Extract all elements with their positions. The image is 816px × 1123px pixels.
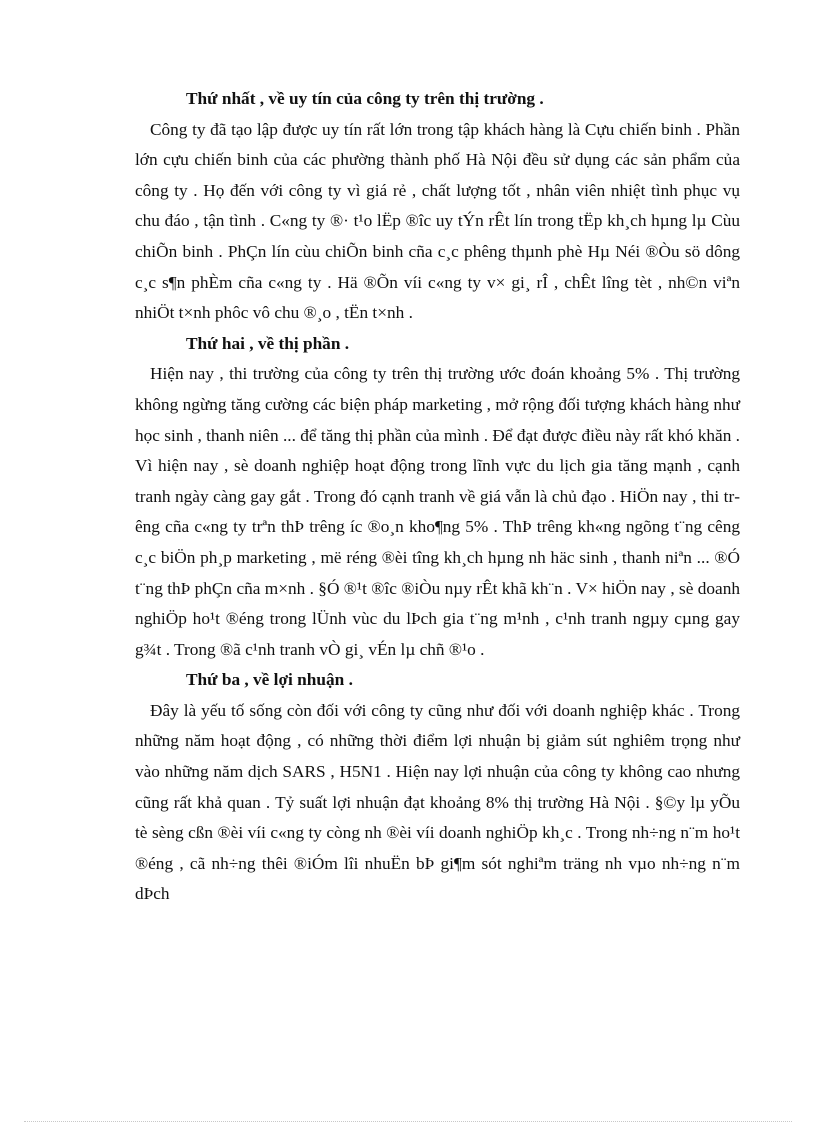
paragraph-profit: Đây là yếu tố sống còn đối với công ty cũng như đối với doanh nghiệp khác . Trong những năm hoạt động , có những thời điểm lợi nhuận bị giảm sút nghiêm trọng như vào những năm dịch SARS , H5N1 . Hiện nay lợi nhuận của công ty không cao nhưng cũng rất khả quan . Tỷ suất lợi nhuận đạt khoảng 8% thị trường Hà Nội . §©y lµ yÕu tè sèng cßn ®èi víi c«ng ty còng nh ®èi víi doanh nghiÖp kh¸c . Trong nh÷ng n¨m ho¹t ®éng , cã nh÷ng thêi ®iÓm lîi nhuËn bÞ gi¶m sót nghiªm träng nh vµo nh÷ng n¨m dÞch — [135, 700, 740, 904]
page-bottom-divider — [24, 1121, 792, 1122]
paragraph-reputation: Công ty đã tạo lập được uy tín rất lớn trong tập khách hàng là Cựu chiến binh . Phần lớn cựu chiến binh của các phường thành phố Hà Nội đều sử dụng các sản phẩm của công ty . Họ đến với công ty vì giá rẻ , chất lượng tốt , nhân viên nhiệt tình phục vụ chu đáo , tận tình . C«ng ty ®· t¹o lËp ®îc uy tÝn rÊt lín trong tËp kh¸ch hµng lµ Cùu chiÕn binh . PhÇn lín cùu chiÕn binh cña c¸c phêng thµnh phè Hµ Néi ®Òu sö dông c¸c s¶n phÈm cña c«ng ty . Hä ®Õn víi c«ng ty v× gi¸ rÎ , chÊt lîng tèt , nh©n viªn nhiÖt t×nh phôc vô chu ®¸o , tËn t×nh . — [135, 119, 740, 323]
paragraph-market-share: Hiện nay , thi trường của công ty trên thị trường ước đoán khoảng 5% . Thị trường không ngừng tăng cường các biện pháp marketing , mở rộng đối tượng khách hàng như học sinh , thanh niên ... để tăng thị phần của mình . Để đạt được điều này rất khó khăn . Vì hiện nay , sè doanh nghiệp hoạt động trong lĩnh vực du lịch gia tăng mạnh , cạnh tranh ngày càng gay gắt . Trong đó cạnh tranh về giá vẫn là chủ đạo . HiÖn nay , thi trêng cña c«ng ty trªn thÞ trêng íc ®o¸n kho¶ng 5% . ThÞ trêng kh«ng ngõng t¨ng cêng c¸c biÖn ph¸p marketing , më réng ®èi tîng kh¸ch hµng nh häc sinh , thanh niªn ... ®Ó t¨ng thÞ phÇn cña m×nh . §Ó ®¹t ®îc ®iÒu nµy rÊt khã kh¨n . V× hiÖn nay , sè doanh nghiÖp ho¹t ®éng trong lÜnh vùc du lÞch gia t¨ng m¹nh , c¹nh tranh ngµy cµng gay g¾t . Trong ®ã c¹nh tranh vÒ gi¸ vÉn lµ chñ ®¹o . — [135, 364, 740, 659]
document-page — [135, 84, 740, 910]
section-heading-reputation: Thứ nhất , về uy tín của công ty trên thị trường . — [186, 89, 544, 108]
section-heading-market-share: Thứ hai , về thị phần . — [186, 333, 350, 353]
section-heading-profit: Thứ ba , về lợi nhuận . — [186, 670, 353, 690]
